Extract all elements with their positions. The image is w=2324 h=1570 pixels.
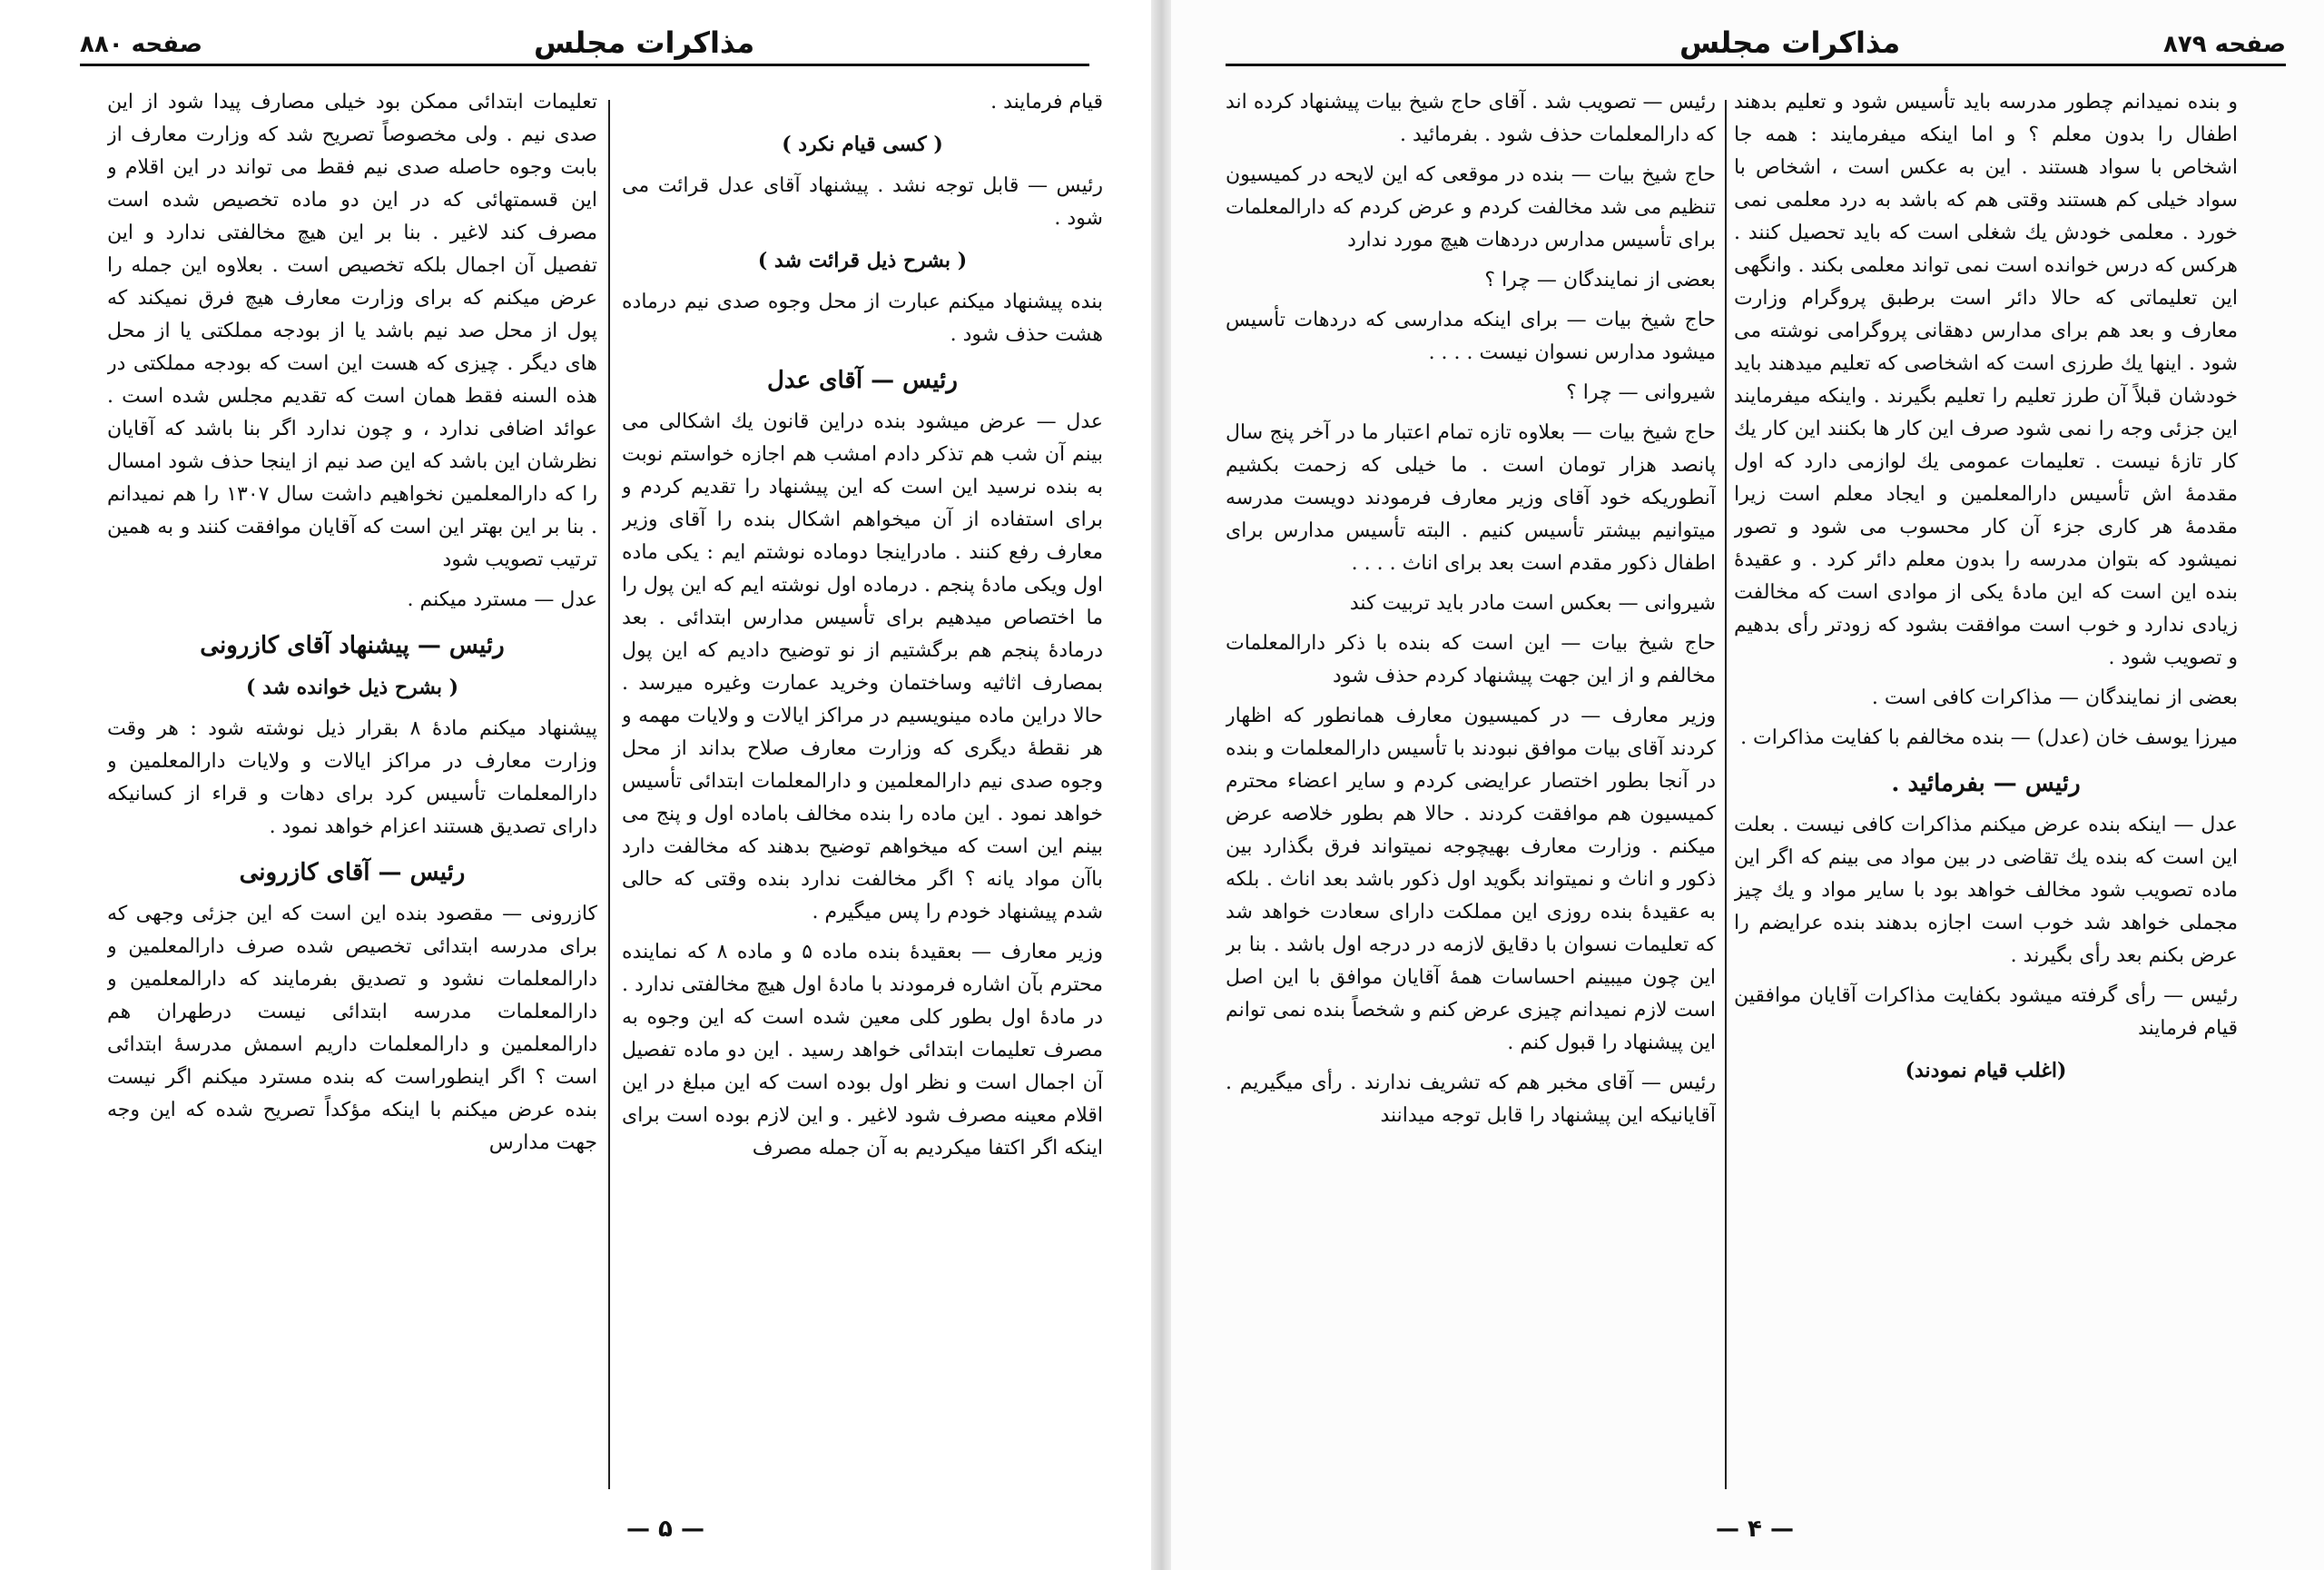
page-number: صفحه ۸۷۹: [2162, 31, 2286, 58]
paragraph: بنده پیشنهاد میکنم عبارت از محل وجوه صدی نیم درماده هشت حذف شود .: [622, 291, 1103, 346]
paragraph: بعضی از نمایندگان — مذاکرات کافی است .: [1871, 686, 2238, 709]
stage-note: (اغلب قیام نمودند): [1905, 1059, 2067, 1082]
paragraph: رئیس — آقای مخبر هم که تشریف ندارند . رأی میگیریم . آقایانیکه این پیشنهاد را قابل توجه میدانند: [1226, 1071, 1716, 1127]
paragraph: و بنده نمیدانم چطور مدرسه باید تأسیس شود و تعلیم بدهند اطفال را بدون معلم ؟ و اما اینکه میفرمایند : همه جا اشخاص با سواد هستند . این به عکس است ، اشخاص با سواد خیلی کم هستند وقتی هم که باشد به درد معلمی نمی خورد . معلمی خودش یك شغلی است که باید تحصیل کنند . هرکس که درس خوانده است نمی تواند معلمی بکند . وانگهی این تعلیماتی که حالا دائر است برطبق پروگرام وزارت معارف و بعد هم برای مدارس دهقانی پروگرامی نوشته می شود . اینها یك طرزی است که اشخاصی که تعلیم میدهند باید خودشان قبلاً آن طرز تعلیم را تعلیم بگیرند . واینکه میفرمایند این جزئی وجه را نمی شود صرف این کار ها بکنند این کار یك کار تازهٔ نیست . تعلیمات عمومی یك لوازمی دارد که اول مقدمهٔ اش تأسیس دارالمعلمین و ایجاد معلم است زیرا مقدمهٔ هر کاری جزء آن کار محسوب می شود و تصور نمیشود که بتوان مدرسه را بدون معلم دائر کرد . و عقیدهٔ بنده این است که این مادهٔ یکی از موادی است که مخالفت زیادی ندارد و خوب است موافقت بشود که زودتر رأی بدهیم و تصویب شود .: [1734, 91, 2238, 669]
stage-note: ( بشرح ذیل قرائت شد ): [757, 249, 968, 272]
running-title: مذاکرات مجلس: [534, 25, 755, 60]
column-right: [1734, 86, 2238, 1521]
page-879: [1171, 0, 2324, 1570]
paragraph: پیشنهاد میکنم مادهٔ ۸ بقرار ذیل نوشته شود : هر وقت وزارت معارف در مراکز ایالات و ولایات دارالمعلمین و دارالمعلمات تأسیس کرد برای دهات و قراء از کسانیکه دارای تصدیق هستند اعزام خواهد نمود .: [107, 717, 597, 838]
stage-note: ( بشرح ذیل خوانده شد ): [245, 676, 459, 699]
paragraph: رئیس — تصویب شد . آقای حاج شیخ بیات پیشنهاد کرده اند که دارالمعلمات حذف شود . بفرمائید .: [1226, 91, 1716, 146]
folio: — ۵ —: [626, 1516, 704, 1543]
speaker-heading: رئیس — پیشنهاد آقای کازرونی: [200, 632, 505, 659]
paragraph: شیروانی — بعکس است مادر باید تربیت کند: [1349, 592, 1716, 615]
paragraph: حاج شیخ بیات — بعلاوه تازه تمام اعتبار ما در آخر پنج سال پانصد هزار تومان است . ما خیلی که زحمت بکشیم آنطوریکه خود آقای وزیر معارف فرمودند دویست مدرسه میتوانیم بیشتر تأسیس کنیم . البته تأسیس مدارس برای اطفال ذکور مقدم است بعد برای اناث . . . .: [1226, 421, 1716, 575]
paragraph: تعلیمات ابتدائی ممکن بود خیلی مصارف پیدا شود از این صدی نیم . ولی مخصوصاً تصریح شد که وزارت معارف از بابت وجوه حاصله صدی نیم فقط می تواند در این اقلام و این قسمتهائی که در این دو ماده تخصیص شده است مصرف کند لاغیر . بنا بر این هیچ مخالفتی ندارد و این تفصیل آن اجمال بلکه تخصیص است . بعلاوه این جمله را عرض میکنم که برای وزارت معارف هیچ فرق نمیکند که پول از محل صد نیم باشد یا از بودجه مملکتی یا از محل های دیگر . چیزی که هست این است که بودجه مملکتی در هذه السنه فقط همان است که تقدیم مجلس شده است . عوائد اضافی ندارد ، و چون ندارد اگر بنا باشد که آقایان نظرشان این باشد که این صد نیم از اینجا حذف شود امسال را که دارالمعلمین نخواهیم داشت سال ۱۳۰۷ را هم نمیدانم . بنا بر این بهتر این است که آقایان موافقت کنند و به همین ترتیب تصویب شود: [107, 91, 597, 571]
paragraph: بعضی از نمایندگان — چرا ؟: [1484, 269, 1716, 291]
folio: — ۴ —: [1716, 1516, 1794, 1543]
paragraph: کازرونی — مقصود بنده این است که این جزئی وجهی که برای مدرسه ابتدائی تخصیص شده صرف دارالمعلمین و دارالمعلمات نشود و تصدیق بفرمایند که دارالمعلمین و دارالمعلمات مدرسه ابتدائی نیست درطهران هم دارالمعلمین و دارالمعلمات داریم اسمش مدرسهٔ ابتدائی است ؟ اگر اینطوراست که بنده مسترد میکنم اگر نیست بنده عرض میکنم با اینکه مؤکداً تصریح شده که این وجه جهت مدارس: [107, 903, 597, 1154]
paragraph: عدل — اینکه بنده عرض میکنم مذاکرات کافی نیست . بعلت این است که بنده یك تقاضی در بین مواد می بینم که اگر این ماده تصویب شود مخالف خواهد بود با سایر مواد و یك چیز مجملی خواهد شد خوب است اجازه بدهند بنده عرایضم را عرض بکنم بعد رأی بگیرند .: [1734, 814, 2238, 967]
paragraph: حاج شیخ بیات — این است که بنده با ذکر دارالمعلمات مخالفم و از این جهت پیشنهاد کردم حذف شود: [1226, 632, 1716, 687]
paragraph: عدل — عرض میشود بنده دراین قانون یك اشکالی می بینم آن شب هم تذکر دادم امشب هم اجازه خواستم نوبت به بنده نرسید این است که این پیشنهاد را تقدیم کردم و برای استفاده از آن میخواهم اشکال بنده را آقای وزیر معارف رفع کنند . مادراینجا دوماده نوشتم ایم : یکی ماده اول ویکی مادهٔ پنجم . درماده اول نوشته ایم که این پول را ما اختصاص میدهیم برای تأسیس مدارس ابتدائی . بعد درمادهٔ پنجم هم برگشتیم از نو توضیح دادیم که این پول بمصارف اثاثیه وساختمان وخرید عمارت وغیره میرسد . حالا دراین ماده مینویسیم در مراکز ایالات و ولایات مهمه و هر نقطهٔ دیگری که وزارت معارف صلاح بداند از محل وجوه صدی نیم دارالمعلمین و دارالمعلمات ابتدائی تأسیس خواهد نمود . این ماده را بنده مخالف باماده اول و پنج می بینم این است که میخواهم توضیح بدهند که مخالفت دارد باآن مواد یانه ؟ اگر مخالفت ندارد بنده وقتی که حالی شدم پیشنهاد خودم را پس میگیرم .: [622, 410, 1103, 923]
paragraph: قیام فرمایند .: [990, 91, 1103, 114]
column-divider: [608, 100, 610, 1489]
paragraph: میرزا یوسف خان (عدل) — بنده مخالفم با کفایت مذاکرات .: [1740, 726, 2238, 749]
page-header: [80, 20, 1089, 66]
paragraph: حاج شیخ بیات — بنده در موقعی که این لایحه در کمیسیون تنظیم می شد مخالفت کردم و عرض کردم که دارالمعلمات برای تأسیس مدارس دردهات هیچ مورد ندارد: [1226, 163, 1716, 252]
paragraph: رئیس — رأی گرفته میشود بکفایت مذاکرات آقایان موافقین قیام فرمایند: [1734, 984, 2238, 1040]
speaker-heading: رئیس — آقای کازرونی: [239, 859, 466, 886]
page-880: [0, 0, 1157, 1570]
paragraph: وزیر معارف — در کمیسیون معارف همانطور که اظهار کردند آقای بیات موافق نبودند با تأسیس دارالمعلمات و بنده در آنجا بطور اختصار عرایضی کردم و سایر اعضاء محترم کمیسیون هم موافقت کردند . حالا هم بطور خلاصه عرض میکنم . وزارت معارف بهیچوجه نمیتواند فرق بگذارد بین ذکور و اناث و نمیتواند بگوید اول ذکور باشد بعد اناث . بلکه به عقیدهٔ بنده روزی این مملکت دارای سعادت خواهد شد که تعلیمات نسوان با دقایق لازمه در درجه اول باشد . بنا بر این چون میبینم احساسات همهٔ آقایان موافق با این اصل است لازم نمیدانم چیزی عرض کنم و شخصاً بنده نمی توانم این پیشنهاد را قبول کنم .: [1226, 705, 1716, 1054]
stage-note: ( کسی قیام نکرد ): [782, 133, 943, 156]
paragraph: وزیر معارف — بعقیدهٔ بنده ماده ۵ و ماده ۸ که نماینده محترم بآن اشاره فرمودند با مادهٔ اول هیچ مخالفتی ندارد . در مادهٔ اول بطور کلی معین شده است که این وجوه به مصرف تعلیمات ابتدائی خواهد رسید . این دو ماده تفصیل آن اجمال است و نظر اول بوده است که این مبلغ در این اقلام معینه مصرف شود لاغیر . و این لازم بوده است برای اینکه اگر اکتفا میکردیم به آن جمله مصرف: [622, 941, 1103, 1160]
page-header: [1226, 20, 2286, 66]
paragraph: عدل — مسترد میکنم .: [407, 588, 597, 611]
column-right: [622, 86, 1103, 1521]
paragraph: حاج شیخ بیات — برای اینکه مدارسی که دردهات تأسیس میشود مدارس نسوان نیست . . . .: [1226, 309, 1716, 364]
paragraph: رئیس — قابل توجه نشد . پیشنهاد آقای عدل قرائت می شود .: [622, 174, 1103, 230]
running-title: مذاکرات مجلس: [1679, 25, 1901, 60]
column-left: [107, 86, 597, 1521]
column-left: [1226, 86, 1716, 1521]
speaker-heading: رئیس — بفرمائید .: [1891, 770, 2081, 797]
column-divider: [1725, 100, 1727, 1489]
page-number: صفحه ۸۸۰: [80, 31, 203, 58]
speaker-heading: رئیس — آقای عدل: [767, 367, 958, 394]
paragraph: شیروانی — چرا ؟: [1566, 381, 1716, 404]
